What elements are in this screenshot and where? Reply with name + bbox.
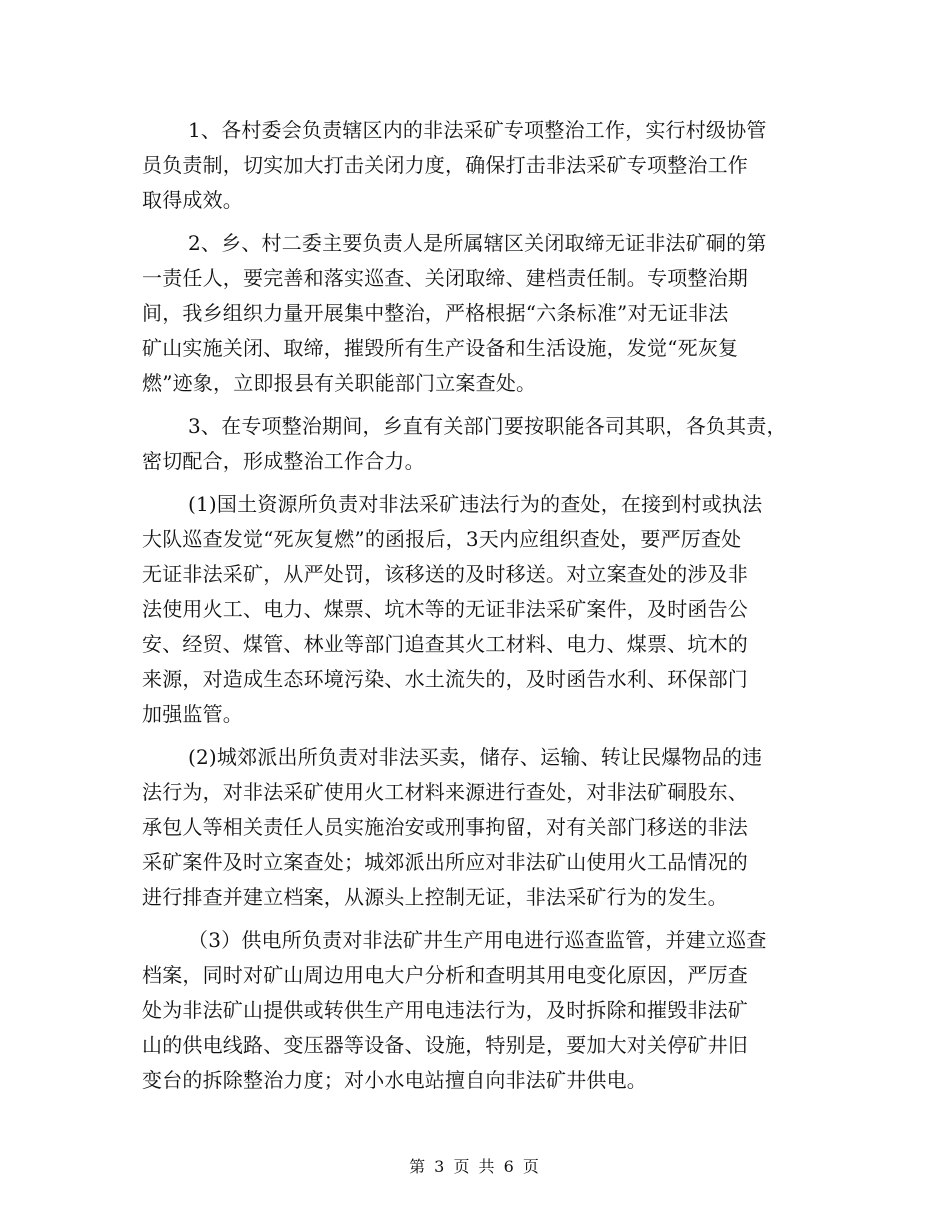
paragraph-6-line-5: 变台的拆除整治力度；对小水电站擅自向非法矿井供电。	[142, 1068, 647, 1092]
paragraph-2-line-3: 间，我乡组织力量开展集中整治，严格根据“六条标准”对无证非法	[142, 301, 729, 325]
paragraph-4-line-4: 法使用火工、电力、煤票、坑木等的无证非法采矿案件，及时函告公	[142, 597, 748, 621]
paragraph-4-line-2: 大队巡查发觉“死灰复燃”的函报后，3天内应组织查处，要严厉查处	[142, 527, 742, 551]
paragraph-5-line-1: (2)城郊派出所负责对非法买卖，储存、运输、转让民爆物品的违	[188, 745, 763, 769]
paragraph-3-line-1: 3、在专项整治期间，乡直有关部门要按职能各司其职，各负其责，	[188, 414, 787, 438]
paragraph-5-line-4: 采矿案件及时立案查处；城郊派出所应对非法矿山使用火工品情况的	[142, 850, 748, 874]
paragraph-1-line-3: 取得成效。	[142, 188, 243, 212]
paragraph-6-line-3: 处为非法矿山提供或转供生产用电违法行为，及时拆除和摧毁非法矿	[142, 998, 748, 1022]
paragraph-4-line-6: 来源，对造成生态环境污染、水土流失的，及时函告水利、环保部门	[142, 667, 748, 691]
paragraph-5-line-3: 承包人等相关责任人员实施治安或刑事拘留，对有关部门移送的非法	[142, 815, 748, 839]
paragraph-6-line-4: 山的供电线路、变压器等设备、设施，特别是，要加大对关停矿井旧	[142, 1033, 748, 1057]
paragraph-4-line-1: (1)国土资源所负责对非法采矿违法行为的查处，在接到村或执法	[188, 492, 763, 516]
paragraph-6-line-1: （3）供电所负责对非法矿井生产用电进行巡查监管，并建立巡查	[188, 928, 767, 952]
paragraph-1-line-2: 员负责制，切实加大打击关闭力度，确保打击非法采矿专项整治工作	[142, 153, 748, 177]
paragraph-4-line-7: 加强监管。	[142, 702, 243, 726]
paragraph-4-line-3: 无证非法采矿，从严处罚，该移送的及时移送。对立案查处的涉及非	[142, 562, 748, 586]
paragraph-2-line-2: 一责任人，要完善和落实巡查、关闭取缔、建档责任制。专项整治期	[142, 266, 748, 290]
paragraph-2-line-1: 2、乡、村二委主要负责人是所属辖区关闭取缔无证非法矿硐的第	[188, 231, 767, 255]
paragraph-4-line-5: 安、经贸、煤管、林业等部门追查其火工材料、电力、煤票、坑木的	[142, 632, 748, 656]
paragraph-2-line-5: 燃”迹象，立即报县有关职能部门立案查处。	[142, 371, 537, 395]
paragraph-5-line-5: 进行排查并建立档案，从源头上控制无证，非法采矿行为的发生。	[142, 885, 728, 909]
paragraph-3-line-2: 密切配合，形成整治工作合力。	[142, 449, 425, 473]
paragraph-1-line-1: 1、各村委会负责辖区内的非法采矿专项整治工作，实行村级协管	[188, 118, 767, 142]
paragraph-2-line-4: 矿山实施关闭、取缔，摧毁所有生产设备和生活设施，发觉“死灰复	[142, 336, 739, 360]
paragraph-6-line-2: 档案，同时对矿山周边用电大户分析和查明其用电变化原因，严厉查	[142, 963, 748, 987]
page-footer: 第 3 页 共 6 页	[409, 1157, 541, 1176]
paragraph-5-line-2: 法行为，对非法采矿使用火工材料来源进行查处，对非法矿硐股东、	[142, 780, 748, 804]
